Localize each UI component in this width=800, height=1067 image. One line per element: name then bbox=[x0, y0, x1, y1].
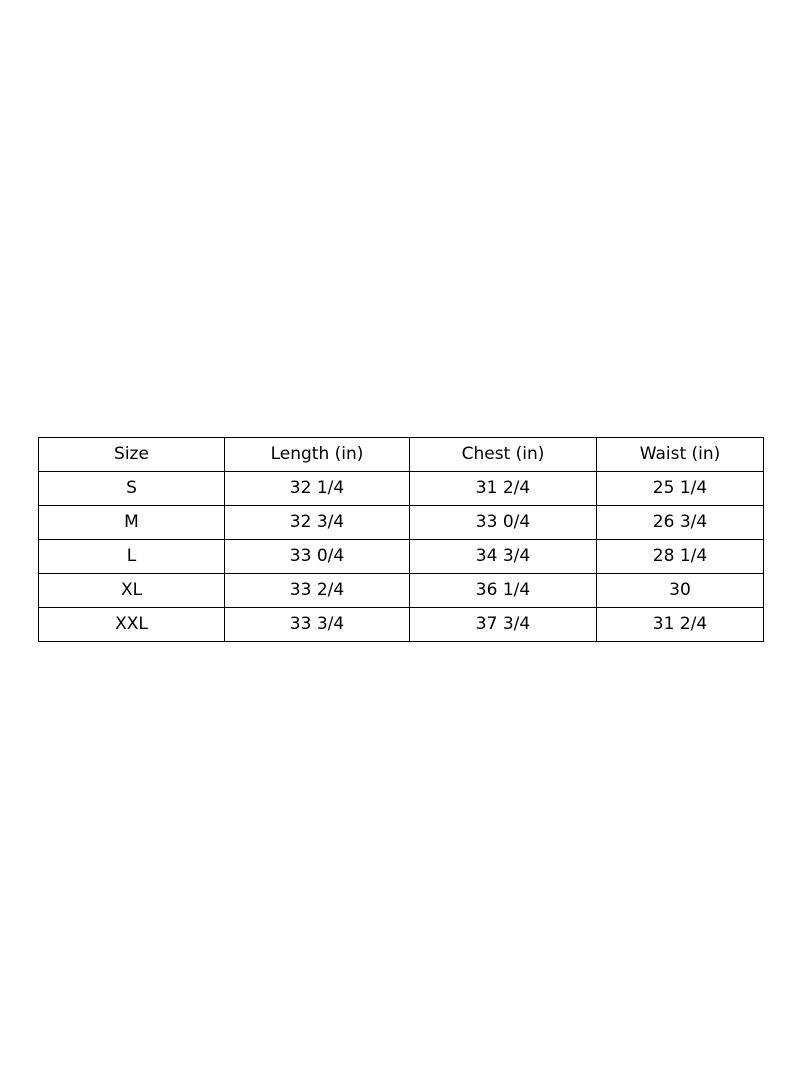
cell-chest: 37 3/4 bbox=[410, 608, 597, 642]
size-chart-header bbox=[39, 438, 764, 472]
cell-size: XL bbox=[39, 574, 225, 608]
table-row bbox=[39, 540, 764, 574]
cell-length: 33 3/4 bbox=[225, 608, 410, 642]
cell-waist: 26 3/4 bbox=[597, 506, 764, 540]
column-header-waist: Waist (in) bbox=[597, 438, 764, 472]
table-header-row bbox=[39, 438, 764, 472]
size-chart-container bbox=[38, 437, 763, 642]
cell-size: S bbox=[39, 472, 225, 506]
column-header-length: Length (in) bbox=[225, 438, 410, 472]
table-row bbox=[39, 608, 764, 642]
cell-chest: 31 2/4 bbox=[410, 472, 597, 506]
cell-length: 33 0/4 bbox=[225, 540, 410, 574]
cell-chest: 33 0/4 bbox=[410, 506, 597, 540]
cell-length: 32 1/4 bbox=[225, 472, 410, 506]
cell-waist: 30 bbox=[597, 574, 764, 608]
size-chart-table bbox=[38, 437, 764, 642]
cell-chest: 34 3/4 bbox=[410, 540, 597, 574]
cell-waist: 28 1/4 bbox=[597, 540, 764, 574]
table-row bbox=[39, 506, 764, 540]
column-header-size: Size bbox=[39, 438, 225, 472]
cell-chest: 36 1/4 bbox=[410, 574, 597, 608]
cell-size: XXL bbox=[39, 608, 225, 642]
cell-length: 32 3/4 bbox=[225, 506, 410, 540]
cell-size: M bbox=[39, 506, 225, 540]
table-row bbox=[39, 574, 764, 608]
column-header-chest: Chest (in) bbox=[410, 438, 597, 472]
table-row bbox=[39, 472, 764, 506]
cell-length: 33 2/4 bbox=[225, 574, 410, 608]
cell-waist: 25 1/4 bbox=[597, 472, 764, 506]
cell-waist: 31 2/4 bbox=[597, 608, 764, 642]
size-chart-body bbox=[39, 472, 764, 642]
cell-size: L bbox=[39, 540, 225, 574]
